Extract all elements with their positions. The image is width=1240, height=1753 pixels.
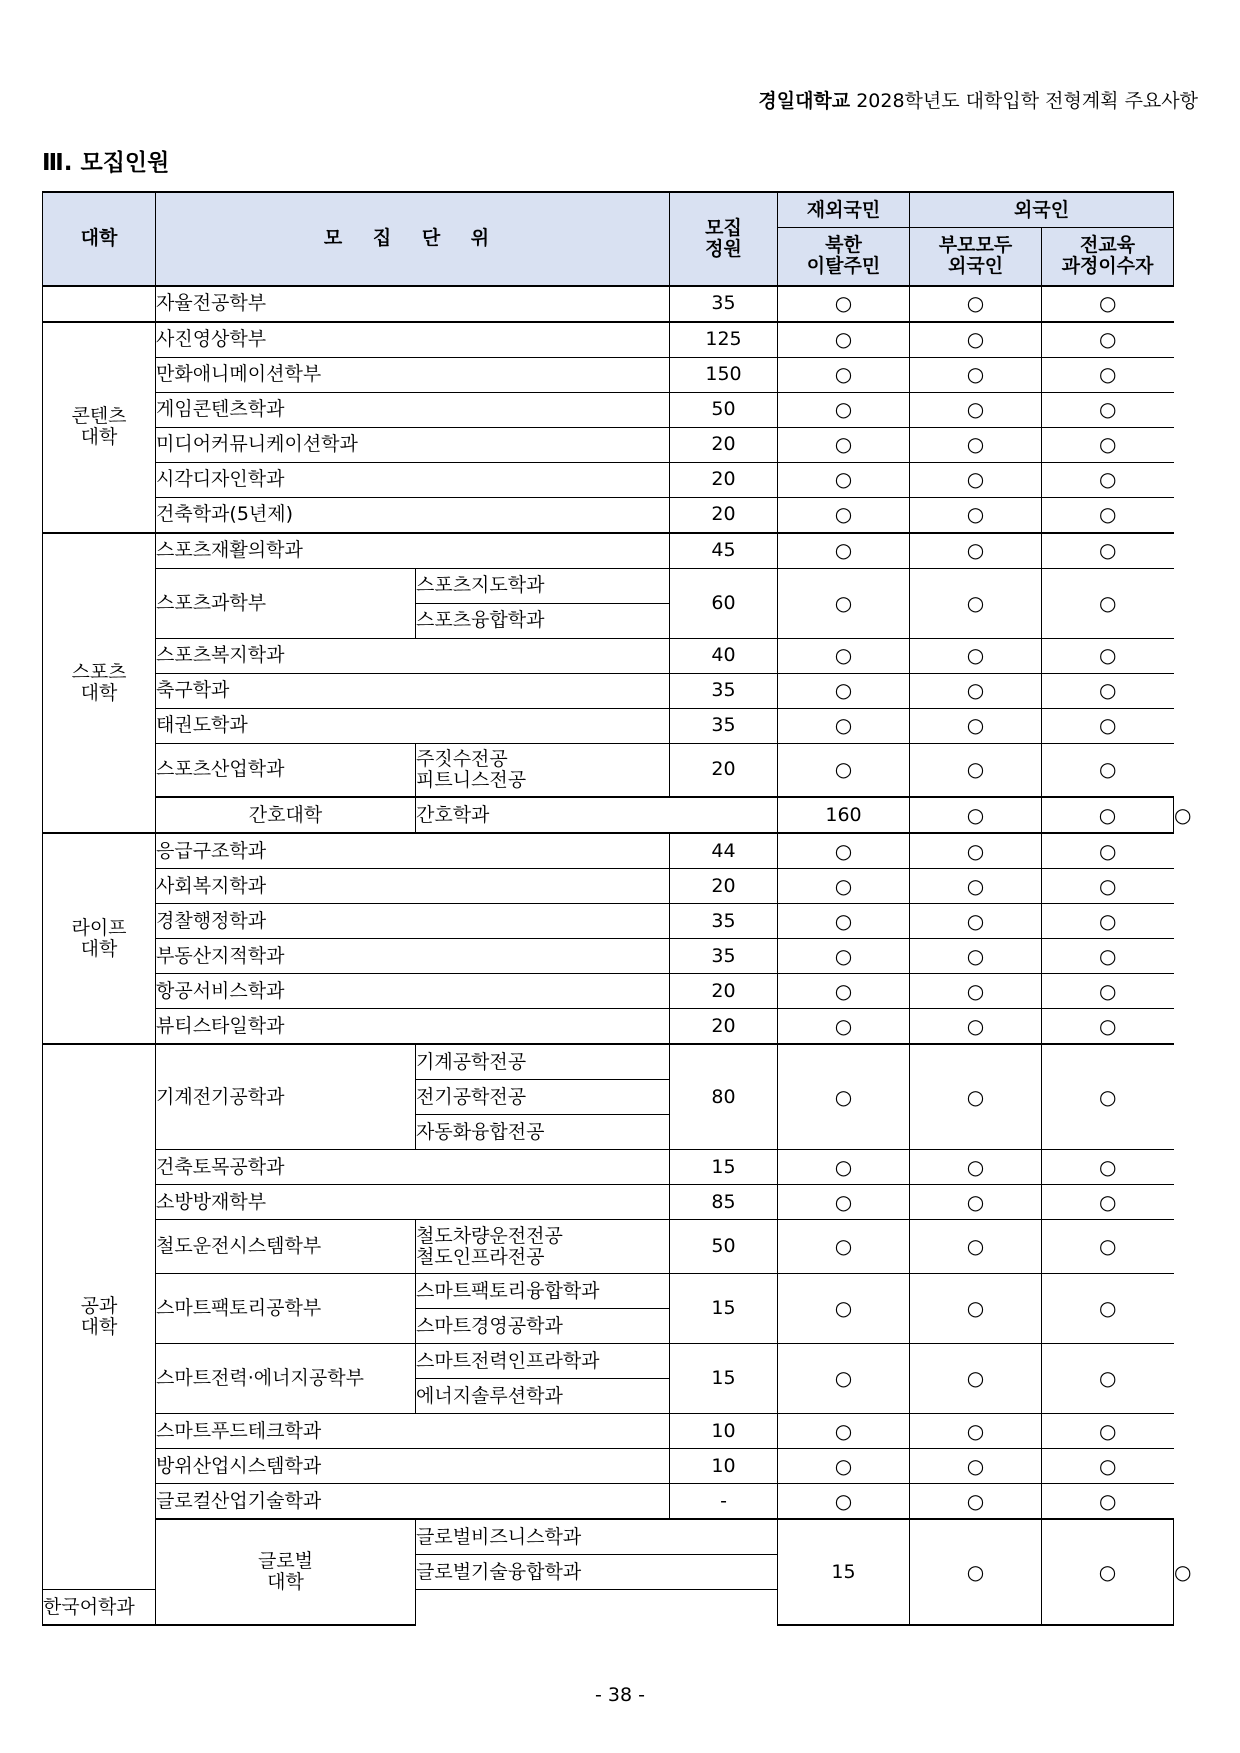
circle-mark: ○ [1042,392,1174,427]
circle-mark: ○ [1042,1274,1174,1344]
circle-mark: ○ [778,974,910,1009]
circle-mark: ○ [778,869,910,904]
unit-name: 소방방재학부 [156,1185,670,1220]
quota-value: 35 [670,904,778,939]
circle-mark: ○ [910,1344,1042,1414]
quota-value: 150 [670,357,778,392]
table-row [43,462,1174,497]
unit-name: 태권도학과 [156,708,670,743]
circle-mark: ○ [910,392,1042,427]
circle-mark: ○ [778,533,910,569]
quota-value: 15 [670,1274,778,1344]
quota-value: 20 [670,427,778,462]
circle-mark: ○ [910,708,1042,743]
circle-mark: ○ [910,673,1042,708]
quota-value: 10 [670,1414,778,1449]
table-row [43,392,1174,427]
circle-mark: ○ [1042,1519,1174,1625]
circle-mark: ○ [910,322,1042,358]
circle-mark: ○ [1042,1484,1174,1520]
unit-name: 응급구조학과 [156,833,670,869]
circle-mark: ○ [778,743,910,797]
circle-mark: ○ [778,497,910,533]
table-row: 글로벌 대학 글로벌비즈니스학과 15 ○ ○ ○ [43,1519,1174,1555]
quota-value: 50 [670,1220,778,1274]
circle-mark: ○ [778,1449,910,1484]
unit-name: 글로벌비즈니스학과 [416,1519,778,1555]
circle-mark: ○ [910,1044,1042,1150]
college-contents: 콘텐츠 대학 [43,322,156,533]
header-quota: 모집 정원 [670,192,778,286]
circle-mark: ○ [910,1220,1042,1274]
table-row [43,1150,1174,1185]
table-row [43,673,1174,708]
college-life: 라이프 대학 [43,833,156,1044]
college-global: 글로벌 대학 [156,1519,416,1625]
table-row: 간호대학 간호학과 160 ○ ○ ○ [43,797,1174,833]
table-row [43,708,1174,743]
circle-mark: ○ [910,462,1042,497]
circle-mark: ○ [910,1484,1042,1520]
unit-name: 글로컬산업기술학과 [156,1484,670,1520]
table-row [43,1220,1174,1274]
circle-mark: ○ [778,1009,910,1045]
header-overseas-korean: 재외국민 [778,192,910,228]
circle-mark: ○ [778,833,910,869]
header-college: 대학 [43,192,156,286]
university-name: 경일대학교 [758,90,851,112]
quota-value: 45 [670,533,778,569]
circle-mark: ○ [910,1009,1042,1045]
unit-name: 글로벌기술융합학과 [416,1555,778,1590]
circle-mark: ○ [1042,904,1174,939]
circle-mark: ○ [910,427,1042,462]
quota-value: 15 [670,1150,778,1185]
circle-mark: ○ [1042,462,1174,497]
table-row [43,1449,1174,1484]
circle-mark: ○ [910,797,1042,833]
circle-mark: ○ [1042,1009,1174,1045]
track-name-pair: 주짓수전공 피트니스전공 [416,743,670,797]
unit-name: 사진영상학부 [156,322,670,358]
header-subtitle: 2028학년도 대학입학 전형계획 주요사항 [856,90,1198,112]
unit-name: 스포츠산업학과 [156,743,416,797]
circle-mark: ○ [1042,939,1174,974]
table-row [43,533,1174,569]
unit-name: 게임콘텐츠학과 [156,392,670,427]
college-sports: 스포츠 대학 [43,533,156,834]
circle-mark: ○ [910,1274,1042,1344]
unit-name: 부동산지적학과 [156,939,670,974]
header-foreigner: 외국인 [910,192,1174,228]
section-title: Ⅲ. 모집인원 [42,150,170,176]
track-name: 스마트경영공학과 [416,1309,670,1344]
unit-name: 건축학과(5년제) [156,497,670,533]
circle-mark: ○ [910,1449,1042,1484]
quota-value: - [670,1484,778,1520]
track-name: 스포츠융합학과 [416,603,670,638]
circle-mark: ○ [1042,357,1174,392]
circle-mark: ○ [1042,673,1174,708]
unit-name: 자율전공학부 [156,286,670,322]
table-row [43,1274,1174,1309]
circle-mark: ○ [778,462,910,497]
recruitment-table [42,191,1192,1626]
circle-mark: ○ [778,708,910,743]
circle-mark: ○ [910,497,1042,533]
track-name: 스마트팩토리융합학과 [416,1274,670,1309]
circle-mark: ○ [778,1185,910,1220]
quota-value: 20 [670,743,778,797]
unit-name: 스마트전력·에너지공학부 [156,1344,416,1414]
quota-value: 20 [670,869,778,904]
unit-name: 경찰행정학과 [156,904,670,939]
table-row [43,427,1174,462]
table-row [43,568,1174,603]
circle-mark: ○ [910,1519,1042,1625]
unit-name: 미디어커뮤니케이션학과 [156,427,670,462]
circle-mark: ○ [910,568,1042,638]
quota-value: 125 [670,322,778,358]
circle-mark: ○ [910,286,1042,322]
table-row [43,1009,1174,1045]
circle-mark: ○ [778,1344,910,1414]
circle-mark: ○ [1042,1044,1174,1150]
circle-mark: ○ [778,939,910,974]
circle-mark: ○ [910,357,1042,392]
college-engineering: 공과 대학 [43,1044,156,1590]
circle-mark: ○ [910,743,1042,797]
unit-name: 한국어학과 [43,1590,416,1626]
unit-name: 사회복지학과 [156,869,670,904]
circle-mark: ○ [1042,797,1174,833]
table-row [43,1344,1174,1379]
unit-name: 축구학과 [156,673,670,708]
circle-mark: ○ [778,673,910,708]
track-name: 스포츠지도학과 [416,568,670,603]
table-row [43,974,1174,1009]
circle-mark: ○ [1042,1185,1174,1220]
circle-mark: ○ [778,286,910,322]
quota-value: 10 [670,1449,778,1484]
circle-mark: ○ [778,392,910,427]
table-row [43,322,1174,358]
quota-value: 35 [670,286,778,322]
circle-mark: ○ [910,638,1042,673]
unit-name: 만화애니메이션학부 [156,357,670,392]
unit-name: 뷰티스타일학과 [156,1009,670,1045]
quota-value: 35 [670,939,778,974]
track-name: 스마트전력인프라학과 [416,1344,670,1379]
circle-mark: ○ [778,1150,910,1185]
header-foreign-parents: 부모모두 외국인 [910,228,1042,286]
unit-name: 간호학과 [416,797,778,833]
circle-mark: ○ [1042,286,1174,322]
circle-mark: ○ [778,904,910,939]
quota-value: 15 [778,1519,910,1625]
circle-mark: ○ [1042,743,1174,797]
circle-mark: ○ [910,1414,1042,1449]
unit-name: 스마트팩토리공학부 [156,1274,416,1344]
circle-mark: ○ [910,939,1042,974]
quota-value: 85 [670,1185,778,1220]
college-cell [43,286,156,322]
circle-mark: ○ [910,533,1042,569]
unit-name: 철도운전시스템학부 [156,1220,416,1274]
circle-mark: ○ [778,1044,910,1150]
circle-mark: ○ [1042,568,1174,638]
table-row [43,638,1174,673]
unit-name: 방위산업시스템학과 [156,1449,670,1484]
quota-value: 35 [670,708,778,743]
unit-name: 항공서비스학과 [156,974,670,1009]
table-row [43,833,1174,869]
unit-name: 스포츠복지학과 [156,638,670,673]
quota-value: 35 [670,673,778,708]
table-row [43,1484,1174,1520]
quota-value: 20 [670,974,778,1009]
college-nursing: 간호대학 [156,797,416,833]
table-row [43,1414,1174,1449]
circle-mark: ○ [1042,1220,1174,1274]
unit-name: 스마트푸드테크학과 [156,1414,670,1449]
circle-mark: ○ [910,1150,1042,1185]
circle-mark: ○ [910,869,1042,904]
quota-value: 160 [778,797,910,833]
quota-value: 15 [670,1344,778,1414]
circle-mark: ○ [778,1484,910,1520]
document-header [758,86,1198,113]
circle-mark: ○ [1042,638,1174,673]
circle-mark: ○ [778,568,910,638]
track-name: 기계공학전공 [416,1044,670,1080]
circle-mark: ○ [1042,869,1174,904]
circle-mark: ○ [910,974,1042,1009]
quota-value: 50 [670,392,778,427]
circle-mark: ○ [778,1274,910,1344]
table-row [43,286,1174,322]
unit-name: 기계전기공학과 [156,1044,416,1150]
circle-mark: ○ [1042,1150,1174,1185]
circle-mark: ○ [1042,497,1174,533]
circle-mark: ○ [778,1414,910,1449]
circle-mark: ○ [1042,1449,1174,1484]
circle-mark: ○ [1042,427,1174,462]
table-row [43,497,1174,533]
table-row [43,357,1174,392]
circle-mark: ○ [1042,1344,1174,1414]
circle-mark: ○ [910,904,1042,939]
table-row [43,743,1174,797]
unit-name: 시각디자인학과 [156,462,670,497]
circle-mark: ○ [1042,322,1174,358]
quota-value: 80 [670,1044,778,1150]
track-name: 에너지솔루션학과 [416,1379,670,1414]
circle-mark: ○ [778,357,910,392]
header-full-curriculum: 전교육 과정이수자 [1042,228,1174,286]
table-row [43,1185,1174,1220]
circle-mark: ○ [1042,1414,1174,1449]
unit-name: 스포츠재활의학과 [156,533,670,569]
circle-mark: ○ [778,427,910,462]
circle-mark: ○ [910,1185,1042,1220]
page-number: - 38 - [595,1684,645,1706]
quota-value: 40 [670,638,778,673]
circle-mark: ○ [1042,708,1174,743]
quota-value: 20 [670,497,778,533]
circle-mark: ○ [1042,833,1174,869]
unit-name: 건축토목공학과 [156,1150,670,1185]
table-row [43,904,1174,939]
circle-mark: ○ [1042,974,1174,1009]
header-north-korean-defector: 북한 이탈주민 [778,228,910,286]
circle-mark: ○ [910,833,1042,869]
track-name-pair: 철도차량운전전공 철도인프라전공 [416,1220,670,1274]
table-row [43,869,1174,904]
track-name: 자동화융합전공 [416,1115,670,1150]
table-row [43,939,1174,974]
circle-mark: ○ [1042,533,1174,569]
circle-mark: ○ [778,1220,910,1274]
quota-value: 44 [670,833,778,869]
track-name: 전기공학전공 [416,1080,670,1115]
quota-value: 20 [670,462,778,497]
header-unit: 모 집 단 위 [156,192,670,286]
circle-mark: ○ [778,638,910,673]
unit-name: 스포츠과학부 [156,568,416,638]
quota-value: 60 [670,568,778,638]
table-row [43,1044,1174,1080]
circle-mark: ○ [778,322,910,358]
quota-value: 20 [670,1009,778,1045]
